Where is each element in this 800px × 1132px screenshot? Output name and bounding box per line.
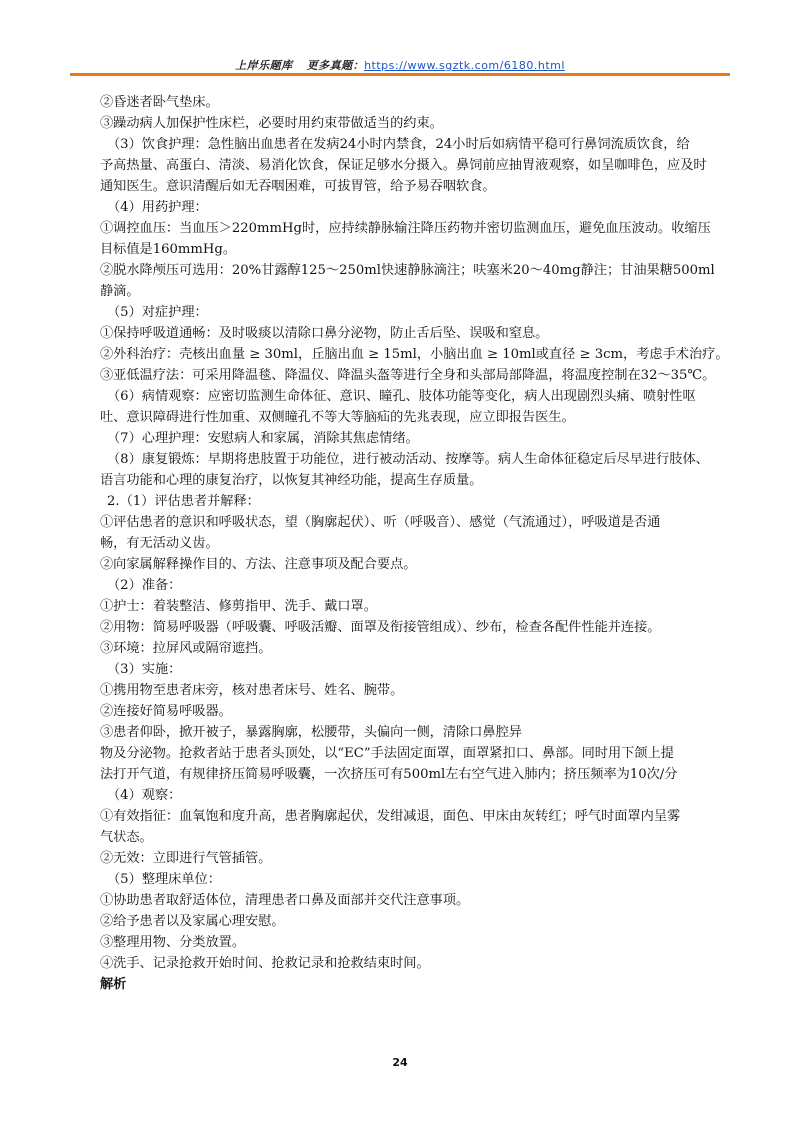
body-line: ①有效指征：血氧饱和度升高，患者胸廓起伏，发绀减退，面色、甲床由灰转红；呼气时面罩内呈雾 bbox=[100, 809, 681, 824]
section-heading: （5）整理床单位： bbox=[107, 872, 221, 887]
section-heading: （2）准备： bbox=[107, 578, 182, 593]
section-heading: （4）用药护理： bbox=[107, 200, 208, 215]
body-line: 静滴。 bbox=[100, 284, 140, 299]
page-number: 24 bbox=[392, 1056, 408, 1069]
body-line: ④洗手、记录抢救开始时间、抢救记录和抢救结束时间。 bbox=[100, 956, 430, 971]
header-site-name: 上岸乐题库 bbox=[235, 59, 293, 72]
body-line: （3）饮食护理：急性脑出血患者在发病24小时内禁食，24小时后如病情平稳可行鼻饲流质饮食，给 bbox=[107, 137, 690, 152]
body-line: ②脱水降颅压可选用：20%甘露醇125～250ml快速静脉滴注；呋塞米20～40mg静注；甘油果糖500ml bbox=[100, 263, 715, 278]
body-line: ②用物：简易呼吸器（呼吸囊、呼吸活瓣、面罩及衔接管组成）、纱布，检查各配件性能并连接。 bbox=[100, 620, 661, 635]
body-line: ①保持呼吸道通畅：及时吸痰以清除口鼻分泌物，防止舌后坠、误吸和窒息。 bbox=[100, 326, 549, 341]
document-body bbox=[100, 92, 729, 995]
header-link[interactable]: https://www.sgztk.com/6180.html bbox=[364, 59, 565, 72]
body-line: ①护士：着装整洁、修剪指甲、洗手、戴口罩。 bbox=[100, 599, 377, 614]
body-line: ③躁动病人加保护性床栏，必要时用约束带做适当的约束。 bbox=[100, 116, 443, 131]
section-heading: 2.（1）评估患者并解释： bbox=[107, 494, 260, 509]
body-line: ①协助患者取舒适体位，清理患者口鼻及面部并交代注意事项。 bbox=[100, 893, 470, 908]
body-line: ③亚低温疗法：可采用降温毯、降温仪、降温头盔等进行全身和头部局部降温，将温度控制在32～35℃。 bbox=[100, 368, 716, 383]
body-line: ②外科治疗：壳核出血量 ≥ 30ml，丘脑出血 ≥ 15ml，小脑出血 ≥ 10ml或直径 ≥ 3cm，考虑手术治疗。 bbox=[100, 347, 729, 362]
body-line: 予高热量、高蛋白、清淡、易消化饮食，保证足够水分摄入。鼻饲前应抽胃液观察，如呈咖啡色，应及时 bbox=[100, 158, 707, 173]
body-line: 畅，有无活动义齿。 bbox=[100, 536, 219, 551]
section-heading: （3）实施： bbox=[107, 662, 182, 677]
body-line: 气状态。 bbox=[100, 830, 153, 845]
body-line: ②连接好简易呼吸器。 bbox=[100, 704, 232, 719]
body-line: ②向家属解释操作目的、方法、注意事项及配合要点。 bbox=[100, 557, 417, 572]
body-line: （6）病情观察：应密切监测生命体征、意识、瞳孔、肢体功能等变化，病人出现剧烈头痛、喷射性呕 bbox=[107, 389, 696, 404]
analysis-heading: 解析 bbox=[100, 977, 127, 992]
body-line: （7）心理护理：安慰病人和家属，消除其焦虑情绪。 bbox=[107, 431, 419, 446]
body-line: 语言功能和心理的康复治疗，以恢复其神经功能，提高生存质量。 bbox=[100, 473, 483, 488]
header-label: 更多真题： bbox=[306, 59, 365, 72]
body-line: 通知医生。意识清醒后如无吞咽困难，可拔胃管，给予易吞咽软食。 bbox=[100, 179, 496, 194]
section-heading: （5）对症护理： bbox=[107, 305, 208, 320]
body-line: （8）康复锻炼：早期将患肢置于功能位，进行被动活动、按摩等。病人生命体征稳定后尽早进行肢体、 bbox=[107, 452, 709, 467]
header-divider bbox=[70, 73, 730, 76]
body-line: ③患者仰卧，掀开被子，暴露胸廓，松腰带，头偏向一侧，清除口鼻腔异 bbox=[100, 725, 522, 740]
body-line: ③整理用物、分类放置。 bbox=[100, 935, 246, 950]
body-line: ①调控血压：当血压＞220mmHg时，应持续静脉输注降压药物并密切监测血压，避免血压波动。收缩压 bbox=[100, 221, 711, 236]
body-line: ③环境：拉屏风或隔帘遮挡。 bbox=[100, 641, 272, 656]
body-line: ②昏迷者卧气垫床。 bbox=[100, 95, 219, 110]
body-line: 法打开气道，有规律挤压简易呼吸囊，一次挤压可有500ml左右空气进入肺内；挤压频率为10次/分 bbox=[100, 767, 678, 782]
body-line: 物及分泌物。抢救者站于患者头顶处，以“EC”手法固定面罩，面罩紧扣口、鼻部。同时用下颌上提 bbox=[100, 746, 674, 761]
body-line: ②给予患者以及家属心理安慰。 bbox=[100, 914, 285, 929]
body-line: 目标值是160mmHg。 bbox=[100, 242, 237, 257]
body-line: 吐、意识障碍进行性加重、双侧瞳孔不等大等脑疝的先兆表现，应立即报告医生。 bbox=[100, 410, 575, 425]
body-line: ①携用物至患者床旁，核对患者床号、姓名、腕带。 bbox=[100, 683, 404, 698]
body-line: ②无效：立即进行气管插管。 bbox=[100, 851, 272, 866]
section-heading: （4）观察： bbox=[107, 788, 182, 803]
page-header bbox=[0, 57, 800, 73]
body-line: ①评估患者的意识和呼吸状态，望（胸廓起伏）、听（呼吸音）、感觉（气流通过），呼吸道是否通 bbox=[100, 515, 661, 530]
